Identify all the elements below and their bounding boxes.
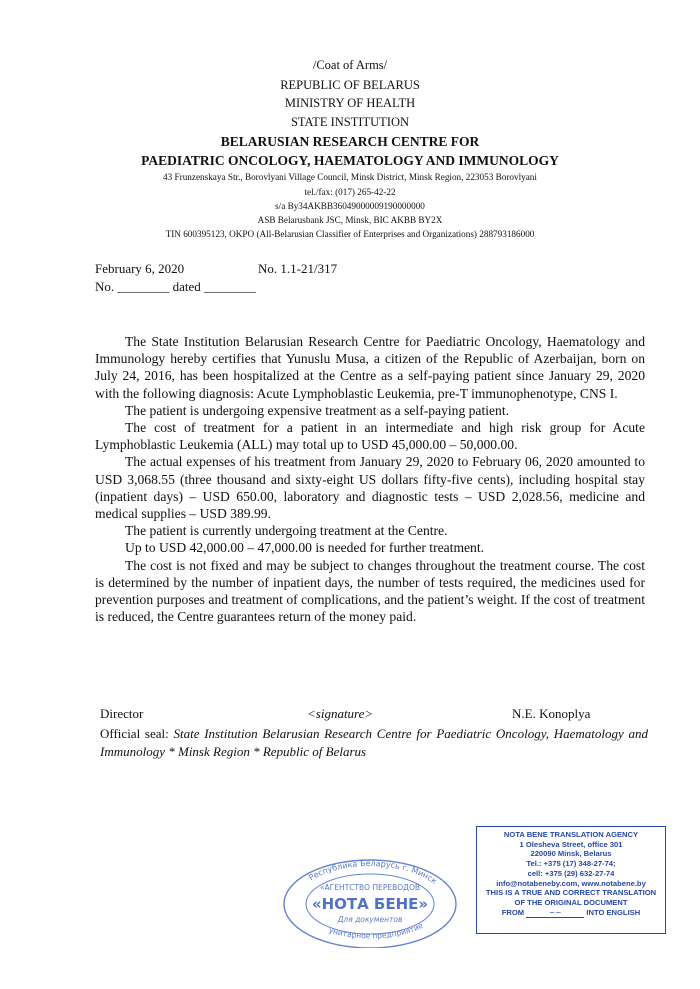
translation-agency-round-seal [280,852,460,948]
body-paragraph: The actual expenses of his treatment from January 29, 2020 to February 06, 2020 amounted to USD 3,068.55 (three thousand and sixty-eight US dollars fifty-five cents), including hospital stay (inpatient days) – USD 650.00, laboratory and diagnostic tests – USD 2,028.56, medicine and medical supplies – USD 389.99. [95,454,645,522]
centre-tin: TIN 600395123, OKPO (All-Belarusian Classifier of Enterprises and Organizations) 288793186000 [165,229,535,239]
signatory-name: N.E. Konoplya [512,706,591,721]
centre-phone: tel./fax: (017) 265-42-22 [304,187,396,197]
signatory-title: Director [100,706,144,721]
coat-of-arms-note: /Coat of Arms/ [312,58,388,72]
seal-ring-bottom-text: унитарное предприятие [327,920,425,941]
ministry-name: MINISTRY OF HEALTH [284,96,416,110]
stamp-street: 1 Olesheva Street, office 301 [519,839,623,849]
stamp-into-label: INTO ENGLISH [586,907,641,917]
stamp-from-label: FROM [501,907,525,917]
seal-agency-text: «АГЕНТСТВО ПЕРЕВОДОВ [319,883,421,892]
centre-address: 43 Frunzenskaya Str., Borovlyani Village Council, Minsk District, Minsk Region, 223053 Borovlyani [163,172,537,182]
body-paragraph: The cost is not fixed and may be subject to changes throughout the treatment course. The cost is determined by the number of inpatient days, the number of tests required, the medicines used for prevention purposes and treatment of complications, and the patient’s weight. If the cost of treatment is reduced, the Centre guarantees return of the money paid. [95,557,645,625]
stamp-original-line: OF THE ORIGINAL DOCUMENT [514,897,628,907]
translation-certification-stamp [476,826,666,934]
stamp-language-line [477,908,665,919]
seal-brand-text: «НОТА БЕНЕ» [311,895,429,913]
country-name: REPUBLIC OF BELARUS [280,78,420,92]
body-paragraph: Up to USD 42,000.00 – 47,000.00 is needed for further treatment. [125,540,485,556]
certificate-body [95,333,645,625]
seal-description: State Institution Belarusian Research Centre for Paediatric Oncology, Haematology and Immunology * Minsk Region * Republic of Belarus [100,726,648,759]
body-paragraph: The State Institution Belarusian Research Centre for Paediatric Oncology, Haematology and Immunology hereby certifies that Yunuslu Musa, a citizen of the Republic of Azerbaijan, born on July 24, 2016, has been hospitalized at the Centre as a self-paying patient since January 29, 2020 with the following diagnosis: Acute Lymphoblastic Leukemia, pre-T immunophenotype, CNS I. [95,334,645,401]
stamp-email: info@notabeneby.com, www.notabene.by [496,878,646,888]
seal-docs-text: Для документов [337,915,403,924]
official-seal-note [100,725,648,761]
stamp-tel: Tel.: +375 (17) 348-27-74; [526,859,616,869]
body-paragraph: The patient is undergoing expensive treatment as a self-paying patient. [125,402,510,418]
body-paragraph: The cost of treatment for a patient in an intermediate and high risk group for Acute Lymphoblastic Leukemia (ALL) may total up to USD 45,000.00 – 50,000.00. [95,420,645,453]
stamp-cell: cell: +375 (29) 632-27-74 [527,868,615,878]
centre-bank: ASB Belarusbank JSC, Minsk, BIC AKBB BY2X [257,215,443,225]
signature-mark: <signature> [307,706,374,721]
stamp-handwritten-language: ~~ [526,908,584,919]
institution-type: STATE INSTITUTION [290,115,410,129]
letter-number: No. 1.1-21/317 [258,261,338,276]
body-paragraph: The patient is currently undergoing treatment at the Centre. [125,523,448,539]
reference-line: No. ________ dated ________ [95,279,257,294]
letter-date: February 6, 2020 [95,261,185,276]
centre-name-line2: PAEDIATRIC ONCOLOGY, HAEMATOLOGY AND IMMUNOLOGY [141,153,559,168]
centre-name-line1: BELARUSIAN RESEARCH CENTRE FOR [220,134,480,149]
stamp-city: 220090 Minsk, Belarus [530,849,612,859]
seal-ring-top-text: Республика Беларусь г. Минск [307,858,439,886]
centre-account: s/a By34AKBB36049000009190000000 [275,201,425,211]
stamp-certify-line: THIS IS A TRUE AND CORRECT TRANSLATION [485,888,657,898]
stamp-agency-name: NOTA BENE TRANSLATION AGENCY [503,830,639,839]
seal-label: Official seal: [100,726,169,741]
